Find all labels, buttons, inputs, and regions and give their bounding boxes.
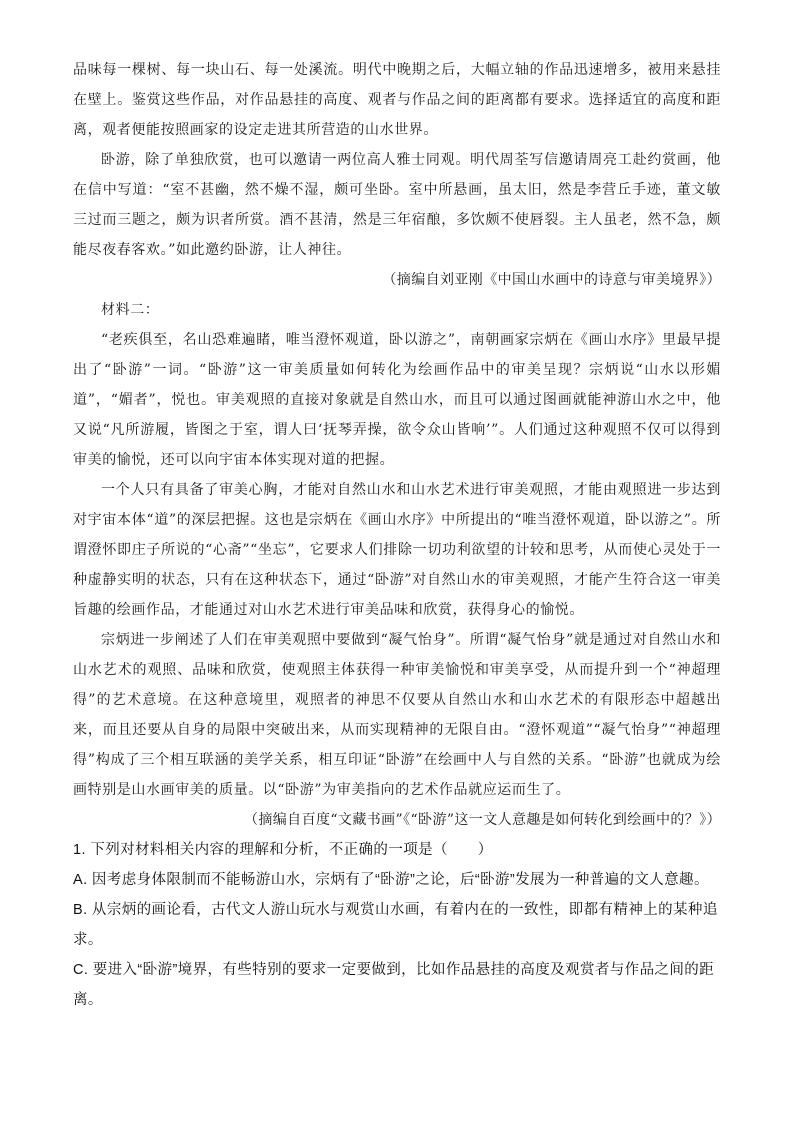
- question-option-a: A. 因考虑身体限制而不能畅游山水，宗炳有了“卧游”之论，后“卧游”发展为一种普遍的文人意趣。: [73, 872, 709, 888]
- passage-paragraph-2: 卧游，除了单独欣赏，也可以邀请一两位高人雅士同观。明代周荃写信邀请周亮工赴约赏画，他在信中写道：“室不甚幽，然不燥不湿，颇可坐卧。室中所悬画，虽太旧，然是李营丘手迹，董文敏三过而三题之，颇为识者所赏。酒不甚清，然是三年宿酿，多饮颇不使唇裂。主人虽老，然不急，颇能尽夜春客欢。”如此邀约卧游，让人神往。: [73, 152, 721, 258]
- material-two-heading: 材料二：: [101, 302, 160, 318]
- passage-paragraph-1: 品味每一棵树、每一块山石、每一处溪流。明代中晚期之后，大幅立轴的作品迅速增多，被用来悬挂在壁上。鉴赏这些作品，对作品悬挂的高度、观者与作品之间的距离都有要求。选择适宜的高度和距离，观者便能按照画家的设定走进其所营造的山水世界。: [73, 62, 721, 138]
- question-stem: 1. 下列对材料相关内容的理解和分析，不正确的一项是（ ）: [73, 842, 493, 858]
- document-content: [73, 55, 721, 1015]
- passage-paragraph-4: 一个人只有具备了审美心胸，才能对自然山水和山水艺术进行审美观照，才能由观照进一步达到对宇宙本体“道”的深层把握。这也是宗炳在《画山水序》中所提出的“唯当澄怀观道，卧以游之”。所谓澄怀即庄子所说的“心斋”“坐忘”，它要求人们排除一切功利欲望的计较和思考，从而使心灵处于一种虚静实明的状态，只有在这种状态下，通过“卧游”对自然山水的审美观照，才能产生符合这一审美旨趣的绘画作品，才能通过对山水艺术进行审美品味和欣赏，获得身心的愉悦。: [73, 482, 721, 618]
- source-citation-1: （摘编自刘亚刚《中国山水画中的诗意与审美境界》）: [382, 272, 721, 288]
- source-citation-2: （摘编自百度“文藏书画”《“卧游”这一文人意趣是如何转化到绘画中的？》）: [243, 812, 721, 828]
- question-option-c: C. 要进入“卧游”境界，有些特别的要求一定要做到，比如作品悬挂的高度及观赏者与作品之间的距离。: [73, 962, 715, 1008]
- question-option-b: B. 从宗炳的画论看，古代文人游山玩水与观赏山水画，有着内在的一致性，即都有精神上的某种追求。: [73, 902, 718, 948]
- passage-paragraph-5: 宗炳进一步阐述了人们在审美观照中要做到“凝气怡身”。所谓“凝气怡身”就是通过对自然山水和山水艺术的观照、品味和欣赏，使观照主体获得一种审美愉悦和审美享受，从而提升到一个“神超理得”的艺术意境。在这种意境里，观照者的神思不仅要从自然山水和山水艺术的有限形态中超越出来，而且还要从自身的局限中突破出来，从而实现精神的无限自由。“澄怀观道”“凝气怡身”“神超理得”构成了三个相互联涵的美学关系，相互印证“卧游”在绘画中人与自然的关系。“卧游”也就成为绘画特别是山水画审美的质量。以“卧游”为审美指向的艺术作品就应运而生了。: [73, 632, 721, 798]
- passage-paragraph-3: “老疾俱至，名山恐难遍睹，唯当澄怀观道，卧以游之”，南朝画家宗炳在《画山水序》里最早提出了“卧游”一词。“卧游”这一审美质量如何转化为绘画作品中的审美呈现？宗炳说“山水以形媚道”，“媚者”，悦也。审美观照的直接对象就是自然山水，而且可以通过图画就能神游山水之中，他又说“凡所游履，皆图之于室，谓人曰‘抚琴弄操，欲令众山皆响’”。人们通过这种观照不仅可以得到审美的愉悦，还可以向宇宙本体实现对道的把握。: [73, 332, 721, 468]
